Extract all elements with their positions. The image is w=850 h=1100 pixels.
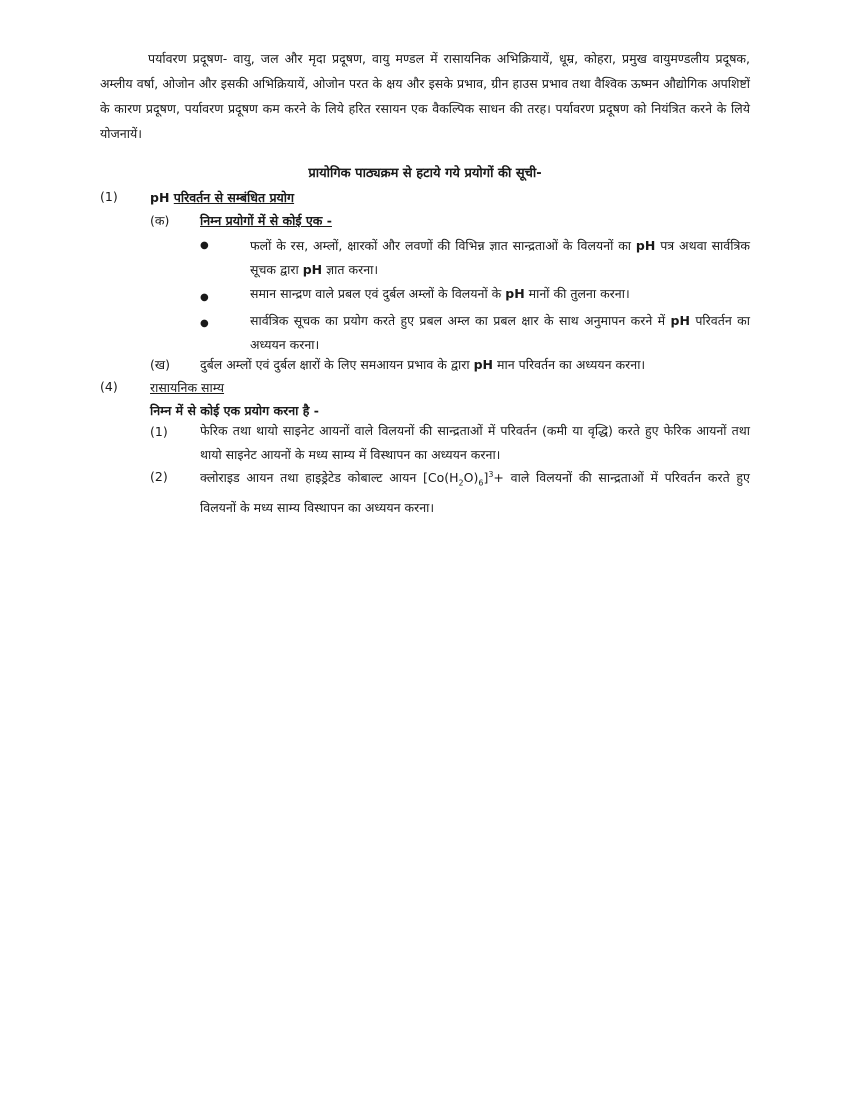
section4-number: (4) [100, 379, 118, 394]
formula-part: O) [463, 470, 479, 486]
item-2-text-b: वाले विलयनों की सान्द्रताओं में परिवर्तन करते हुए विलयनों के मध्य साम्य विस्थापन का अध्ययन करना। [200, 470, 750, 515]
section1-title-ph: pH [150, 190, 170, 205]
bullet-3-ph: pH [670, 313, 690, 328]
bullet-1-text-a: फलों के रस, अम्लों, क्षारकों और लवणों की विभिन्न ज्ञात सान्द्रताओं के विलयनों का [250, 238, 632, 253]
bullet-icon: ● [200, 292, 209, 303]
bullet-icon: ● [200, 240, 209, 251]
bullet-1-text-c: ज्ञात करना। [326, 262, 379, 277]
sub-b-ph: pH [473, 357, 494, 372]
bullet-2-ph: pH [505, 286, 525, 301]
sub-b-label: (ख) [150, 357, 170, 372]
sub-a-label: (क) [150, 213, 170, 228]
section4-item-2-text [200, 463, 750, 520]
bullet-item-3 [250, 309, 750, 357]
bullet-item-2 [250, 282, 750, 306]
cobalt-formula [423, 470, 504, 488]
formula-subscript: 2 [458, 478, 464, 488]
section4-item-1-text: फेरिक तथा थायो साइनेट आयनों वाले विलयनों की सान्द्रताओं में परिवर्तन (कमी या वृद्धि) करते हुए फेरिक आयनों तथा थायो साइनेट आयनों के मध्य साम्य में विस्थापन का अध्ययन करना। [200, 423, 750, 462]
section4-title: रासायनिक साम्य [150, 380, 225, 395]
bullet-1-text-b: पत्र अथवा सार्वत्रिक सूचक द्वारा [250, 238, 750, 277]
bullet-3-text-a: सार्वत्रिक सूचक का प्रयोग करते हुए प्रबल अम्ल का प्रबल क्षार के साथ अनुमापन करने में [250, 313, 666, 328]
bullet-item-1 [250, 234, 750, 282]
sub-b-text-b: मान परिवर्तन का अध्ययन करना। [497, 357, 646, 372]
formula-part: + [493, 470, 504, 486]
section1-number: (1) [100, 189, 118, 204]
sub-a-text: निम्न प्रयोगों में से कोई एक - [200, 213, 332, 228]
bullet-3-text-b: परिवर्तन का अध्ययन करना। [250, 313, 750, 352]
bullet-icon: ● [200, 318, 209, 329]
item-2-text-a: क्लोराइड आयन तथा हाइड्रेटेड कोबाल्ट आयन [200, 470, 417, 486]
section4-item-2-label: (2) [150, 469, 168, 484]
section4-item-1-label: (1) [150, 424, 168, 439]
section1-title [150, 189, 294, 206]
formula-part: ] [483, 470, 489, 486]
formula-superscript: 3 [488, 470, 494, 479]
formula-subscript: 6 [478, 478, 484, 488]
sub-b-text-a: दुर्बल अम्लों एवं दुर्बल क्षारों के लिए समआयन प्रभाव के द्वारा [200, 357, 470, 372]
bullet-2-text-a: समान सान्द्रण वाले प्रबल एवं दुर्बल अम्लों के विलयनों के [250, 286, 502, 301]
bullet-2-text-b: मानों की तुलना करना। [528, 286, 630, 301]
formula-part: [Co(H [423, 470, 459, 486]
section4-subtitle: निम्न में से कोई एक प्रयोग करना है - [150, 403, 319, 418]
intro-paragraph: पर्यावरण प्रदूषण- वायु, जल और मृदा प्रदूषण, वायु मण्डल में रासायनिक अभिक्रियायें, धूम्र, कोहरा, प्रमुख वायुमण्डलीय प्रदूषक, अम्लीय वर्षा, ओजोन और इसकी अभिक्रियायें, ओजोन परत के क्षय और इसके प्रभाव, ग्रीन हाउस प्रभाव तथा वैश्विक ऊष्मन औद्योगिक अपशिष्टों के कारण प्रदूषण, पर्यावरण प्रदूषण कम करने के लिये हरित रसायन एक वैकल्पिक साधन की तरह। पर्यावरण प्रदूषण को नियंत्रित करने के लिये योजनायें। [100, 51, 750, 141]
sub-b-text [200, 356, 750, 373]
section1-title-text: परिवर्तन से सम्बंधित प्रयोग [173, 190, 295, 205]
list-heading: प्रायोगिक पाठ्यक्रम से हटाये गये प्रयोगों की सूची- [308, 166, 542, 181]
bullet-1-ph2: pH [302, 262, 323, 277]
bullet-1-ph: pH [635, 238, 656, 253]
